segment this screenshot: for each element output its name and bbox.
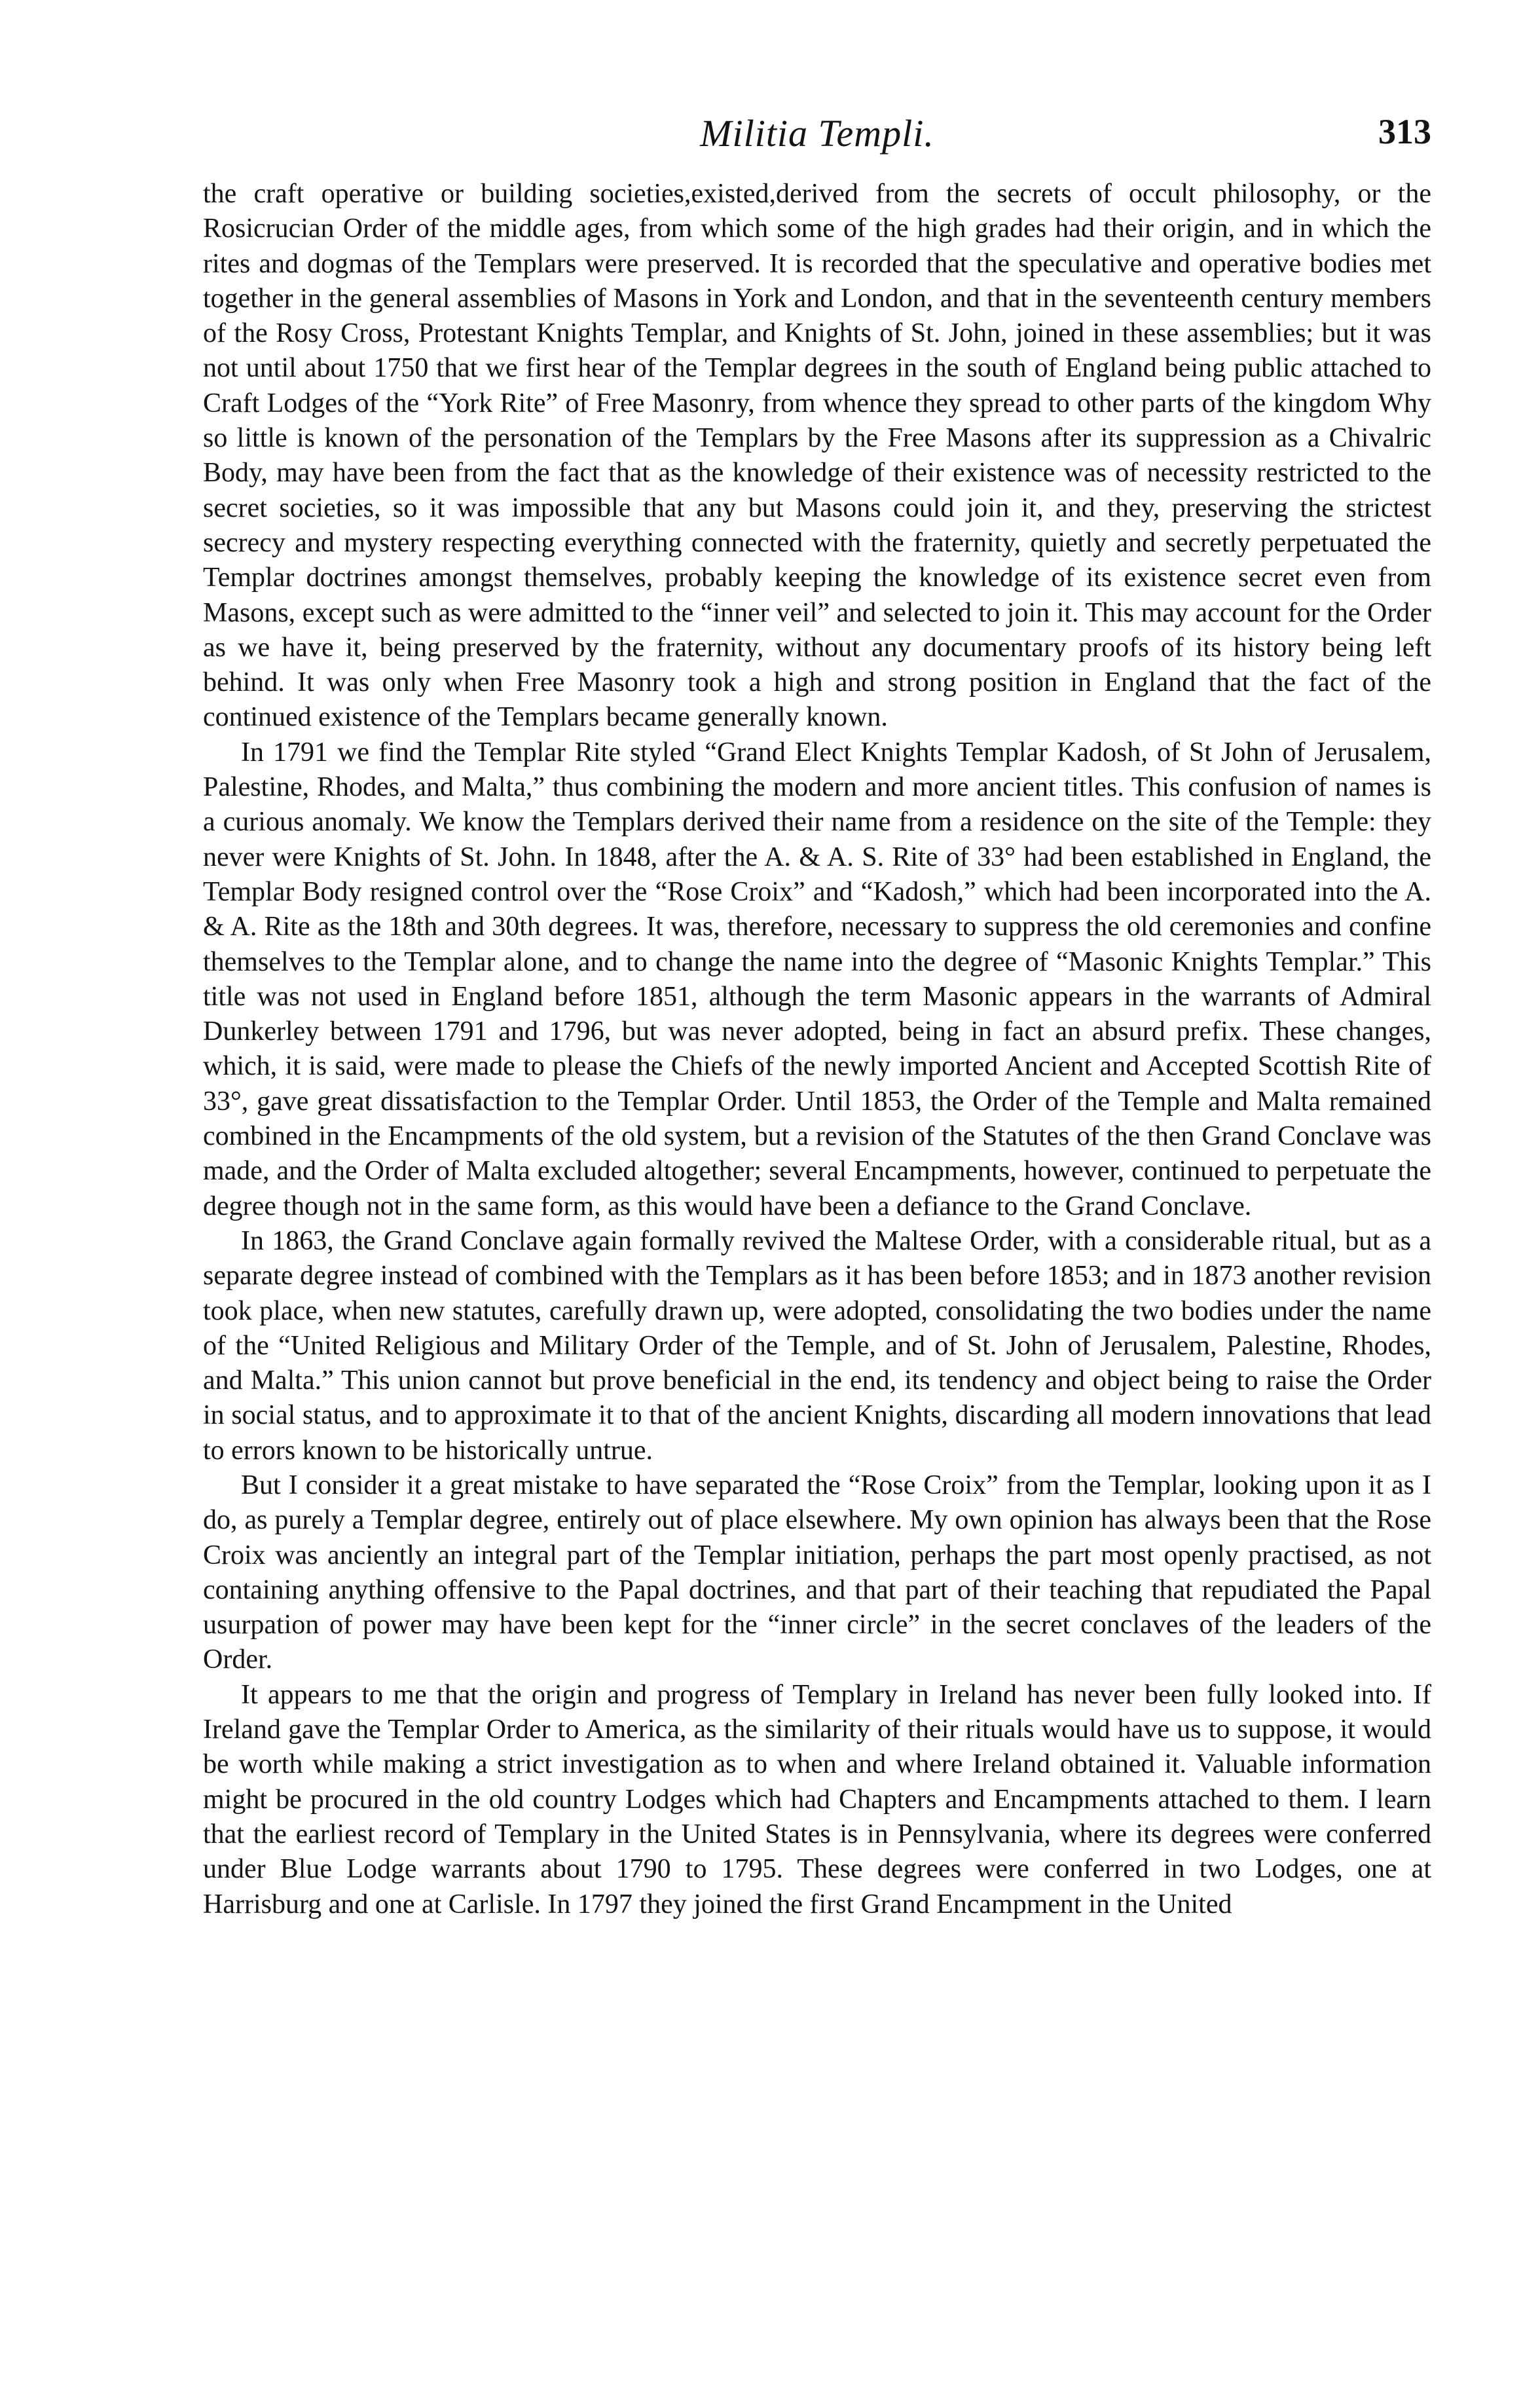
body-text (203, 177, 1431, 1922)
book-page (203, 98, 1431, 1922)
paragraph: the craft operative or building societies,existed,derived from the secrets of occult philosophy, or the Rosicrucian Order of the middle ages, from which some of the high grades had their origin, and in which the rites and dogmas of the Templars were preserved. It is recorded that the speculative and operative bodies met together in the general assemblies of Masons in York and London, and that in the seventeenth century members of the Rosy Cross, Protestant Knights Templar, and Knights of St. John, joined in these assemblies; but it was not until about 1750 that we first hear of the Templar degrees in the south of England being public attached to Craft Lodges of the “York Rite” of Free Masonry, from whence they spread to other parts of the kingdom Why so little is known of the personation of the Templars by the Free Masons after its suppression as a Chivalric Body, may have been from the fact that as the knowledge of their existence was of necessity restricted to the secret societies, so it was impossible that any but Masons could join it, and they, preserving the strictest secrecy and mystery respecting everything connected with the fraternity, quietly and secretly perpetuated the Templar doctrines amongst themselves, probably keeping the knowledge of its existence secret even from Masons, except such as were admitted to the “inner veil” and selected to join it. This may account for the Order as we have it, being preserved by the fraternity, without any documentary proofs of its history being left behind. It was only when Free Masonry took a high and strong position in England that the fact of the continued existence of the Templars became generally known. (203, 179, 1431, 733)
paragraph: In 1863, the Grand Conclave again formally revived the Maltese Order, with a considerable ritual, but as a separate degree instead of combined with the Templars as it has been before 1853; and in 1873 another revision took place, when new statutes, carefully drawn up, were adopted, consolidating the two bodies under the name of the “United Religious and Military Order of the Temple, and of St. John of Jerusalem, Palestine, Rhodes, and Malta.” This union cannot but prove beneficial in the end, its tendency and object being to raise the Order in social status, and to approximate it to that of the ancient Knights, discarding all modern innovations that lead to errors known to be historically untrue. (203, 1225, 1431, 1466)
paragraph: It appears to me that the origin and progress of Templary in Ireland has never been fully looked into. If Ireland gave the Templar Order to America, as the similarity of their rituals would have us to suppose, it would be worth while making a strict investigation as to when and where Ireland obtained it. Valuable information might be procured in the old country Lodges which had Chapters and Encampments attached to them. I learn that the earliest record of Templary in the United States is in Pennsylvania, where its degrees were conferred under Blue Lodge warrants about 1790 to 1795. These degrees were conferred in two Lodges, one at Harrisburg and one at Carlisle. In 1797 they joined the first Grand Encampment in the United (203, 1679, 1431, 1919)
page-number: 313 (1378, 112, 1431, 151)
paragraph: But I consider it a great mistake to have separated the “Rose Croix” from the Templar, looking upon it as I do, as purely a Templar degree, entirely out of place elsewhere. My own opinion has always been that the Rose Croix was anciently an integral part of the Templar initiation, perhaps the part most openly practised, as not containing anything offensive to the Papal doctrines, and that part of their teaching that repudiated the Papal usurpation of power may have been kept for the “inner circle” in the secret conclaves of the leaders of the Order. (203, 1470, 1431, 1675)
paragraph: In 1791 we find the Templar Rite styled “Grand Elect Knights Templar Kadosh, of St John of Jerusalem, Palestine, Rhodes, and Malta,” thus combining the modern and more ancient titles. This confusion of names is a curious anomaly. We know the Templars derived their name from a residence on the site of the Temple: they never were Knights of St. John. In 1848, after the A. & A. S. Rite of 33° had been established in England, the Templar Body resigned control over the “Rose Croix” and “Kadosh,” which had been incorporated into the A. & A. Rite as the 18th and 30th degrees. It was, therefore, necessary to suppress the old ceremonies and confine themselves to the Templar alone, and to change the name into the degree of “Masonic Knights Templar.” This title was not used in England before 1851, although the term Masonic appears in the warrants of Admiral Dunkerley between 1791 and 1796, but was never adopted, being in fact an absurd prefix. These changes, which, it is said, were made to please the Chiefs of the newly imported Ancient and Accepted Scottish Rite of 33°, gave great dissatisfaction to the Templar Order. Until 1853, the Order of the Temple and Malta remained combined in the Encampments of the old system, but a revision of the Statutes of the then Grand Conclave was made, and the Order of Malta excluded altogether; several Encampments, however, continued to perpetuate the degree though not in the same form, as this would have been a defiance to the Grand Conclave. (203, 737, 1431, 1221)
running-title: Militia Templi. (700, 112, 934, 155)
page-header (203, 98, 1431, 177)
